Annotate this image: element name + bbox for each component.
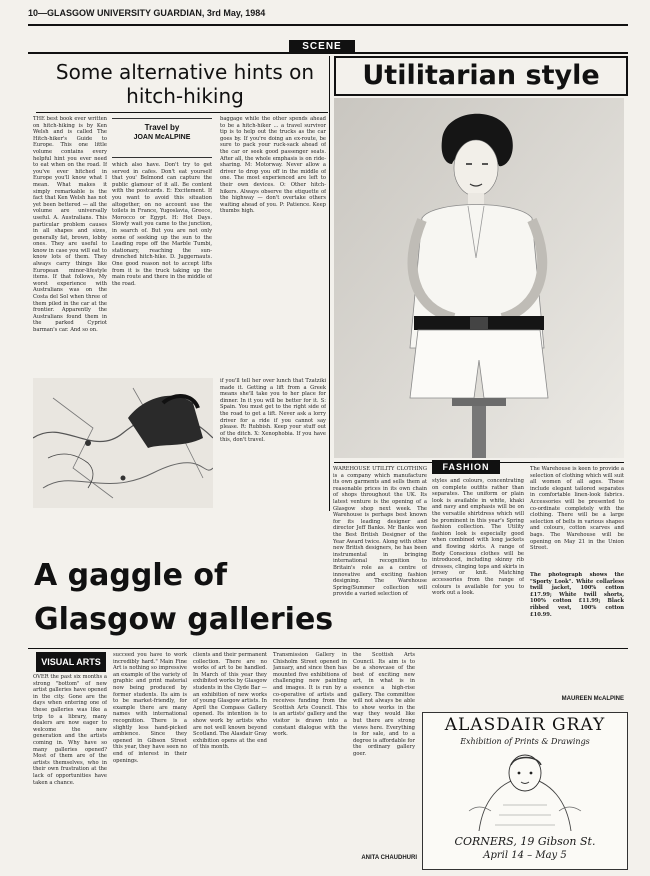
galleries-text-5: the Scottish Arts Council. Its aim is to be a showcase of the best of exciting new art, in what is in essence a high-rise gallery. The committee will not always be able to show works in the way they would like but there are strong views here. Everything is for sale, and to a degree is affordable for the ordinary gallery goer. (353, 652, 415, 757)
galleries-headline-1: A gaggle of (34, 558, 228, 593)
ad-artist: ALASDAIR GRAY (444, 715, 606, 735)
galleries-text-3: clients and their permanent collection. There are no works of art to be handled. In March of this year they exhibited works by Glasgow students in the Clyde Bar — an exhibition of new works of young Glasgow artists. In April the Compass Gallery opened. Its intention is to show work by artists who are not well known beyond Scotland. The Alasdair Gray exhibition opens at the end of this month. (193, 652, 267, 751)
hitch-map-photo (33, 378, 213, 508)
fashion-photo (334, 98, 624, 458)
galleries-column-5 (353, 652, 415, 852)
hitch-text-1: THE best book ever written on hitch-hiking is by Ken Welsh and is called The Hitch-hiker's Guide to Europe. This one little volume contains every helpful hint you ever need to eat when on the road. If you've ever hitched in Europe you'll know what I mean. What makes it simply remarkable is the fact that Ken Welsh has not yet been bettered — all the volume are universally useful. A. Australians. This particular problem causes in all shapes and sizes, generally fat, brown, lobby ones. They are useful to know in case you will eat to know lots of them. They always carry things like European minor-lifestyle items. If that follows, My worst experience with Australians was on the Costa del Sol when three of them piled in the car at the frontier. Apparently the Australians found them in the parked Cypriot barman's car. And so on. (33, 116, 107, 333)
utilitarian-headline: Utilitarian style (334, 56, 628, 96)
hitch-text-2: which also have. Don't try to get served in cafes. Don't eat yourself that you' Belmond can capture the public glamour of it all. Be content with the postcards. E: Excitement. If you want to avoid this situation altogether, on no account use the toilets in France, Yugoslavia, Greece, Morocco or Egypt. H: Hot Days. Slowly wait you came to the junction, in search of. But you are not only some of seeking up the sun to the Leading rope off the Marble Tumbi, stationary, reaching the sun-drenched hitch-hike. D. Juggernauts. One good reason not to accept lifts from it is the truck taking up the main route and there in the middle of the road. (112, 162, 212, 287)
galleries-column-4 (273, 652, 347, 862)
alasdair-gray-ad (422, 712, 628, 870)
masthead: 10—GLASGOW UNIVERSITY GUARDIAN, 3rd May, 1984 (28, 8, 628, 26)
utilitarian-column-3 (530, 466, 624, 569)
utilitarian-text-3: The Warehouse is keen to provide a selection of clothing which will suit all women of all ages. These include elegant tailored separates in comfortable linen-look fabrics. Accessories will be presented to co-ordinate completely with the clothing. There will be a large selection of belts in various shapes and colours, cotton scarves and bags. The Warehouse will be opening on May 21 in the Union Street. (530, 466, 624, 552)
utilitarian-text-1: WAREHOUSE UTILITY CLOTHING is a company which manufacture its own garments and sells them at reasonable prices in its own chain of shops throughout the UK. Its latest venture is the opening of a Glasgow shop next week. The Warehouse is perhaps best known for its leading designer and director Jeff Banks. Mr Banks won the Best British Designer of the Year Award twice. Along with other new British designers, he has been instrumental in bringing international recognition to Britain's role as a centre of innovative and exciting fashion designing. The Warehouse Spring/Summer collection will provide a varied selection of (333, 466, 427, 598)
galleries-column-3 (193, 652, 267, 862)
ad-illustration (459, 751, 591, 835)
fashion-label: FASHION (432, 460, 500, 474)
galleries-column-2 (113, 652, 187, 862)
ad-subtitle: Exhibition of Prints & Drawings (460, 737, 590, 746)
galleries-headline-rule (28, 648, 628, 649)
utilitarian-byline: MAUREEN McALPINE (561, 696, 624, 702)
galleries-text-1: OVER the past six months a strong "bottom" of new artist galleries have opened in the city. Gone are the days when entering one of these galleries was like a trip to a library, many dealers are now eager to welcome the new generation and the artists coming in. Why have so many galleries opened? Most of them are of the artists themselves, who in their own frustration at the lack of opportunities have taken a chance. (33, 674, 107, 786)
galleries-column-1 (33, 674, 107, 862)
galleries-headline-2: Glasgow galleries (34, 602, 334, 637)
visual-arts-label: VISUAL ARTS (36, 652, 106, 672)
utilitarian-caption (530, 572, 624, 690)
hitch-headline: Some alternative hints on hitch-hiking (55, 60, 315, 108)
hitch-text-3: baggage while the other spends ahead to be a hitch-hiker ... a travel survivor tip is to help out the trucks as the car goes by. If you're doing an ex-route, be sure to pack your ruck-sack ahead of the car or seek good passenger seats. After all, the whole emphasis is on ride-sharing. M: Motorway. Never allow a driver to drop you off in the middle of one. The most experienced are left to their own devices. O: Other hitch-hikers. Always observe the etiquette of the highway — don't overtake others waiting ahead of you. P: Patience. Keep thumbs high. (220, 116, 326, 215)
utilitarian-column-2 (432, 478, 524, 709)
hitch-column-2 (112, 162, 212, 374)
byline-name: JOAN McALPINE (133, 134, 191, 141)
section-rule (28, 52, 628, 54)
utilitarian-text-2: styles and colours, concentrating on complete outfits rather than separates. The uniform or plain look is available in white, khaki and navy and emphasis will be on the versatile shirtdress which will be prominent in this year's Spring fashion collection. The Utility fashion look is especially good when combined with long jackets and flowing skirts. A range of Body Conscious clothes will be introduced, including skinny rib dresses, clinging tops and skirts in jersey or knit. Matching accessories from the range of colours is available for you to work out a look. (432, 478, 524, 597)
hitch-byline (112, 118, 212, 158)
ad-dates: April 14 – May 5 (483, 850, 567, 861)
galleries-text-2: succeed you have to work incredibly hard." Main Fine Art is nothing so impressive an example of the variety of graphic and print material now being produced by former students. Its aim is to be market-friendly, for example there are many names with international recognition. There is a slightly less hand-picked ambience. Since they opened in Gibson Street this year, they have seen no end of interest in their openings. (113, 652, 187, 764)
column-divider (329, 56, 330, 511)
ad-venue: CORNERS, 19 Gibson St. (454, 835, 596, 848)
hitch-column-4 (220, 378, 326, 508)
hitch-text-4: if you'll tell her over lunch that Tzatziki made it. Getting a lift from a Greek means she'll take you to her place for dinner. In it you will be better for it. S: Spain. You must get to the right side of the road to get a lift. Never ask a lorry driver for a ride if you cannot say please. R: Rubbish. Keep your stuff out of the ditch. X: Xenophobia. If you have this, don't travel. (220, 378, 326, 444)
galleries-byline: ANITA CHAUDHURI (361, 855, 417, 861)
hitch-column-3 (220, 116, 326, 374)
section-tag: SCENE (289, 40, 355, 54)
byline-prefix: Travel by (144, 123, 180, 132)
galleries-text-4: Transmission Gallery in Chisholm Street opened in January, and since then has mounted five exhibitions of challenging new painting and images. It is run by a co-operative of artists and receives funding from the Scottish Arts Council. This is an artists' gallery and the visitor is drawn into a constant dialogue with the work. (273, 652, 347, 738)
utilitarian-caption-text: The photograph shows the "Sporty Look". White collarless twill jacket, 100% cotton £17.99; White twill shorts, 100% cotton £11.99; Black ribbed vest, 100% cotton £10.99. (530, 572, 624, 618)
hitch-headline-rule (36, 112, 328, 113)
